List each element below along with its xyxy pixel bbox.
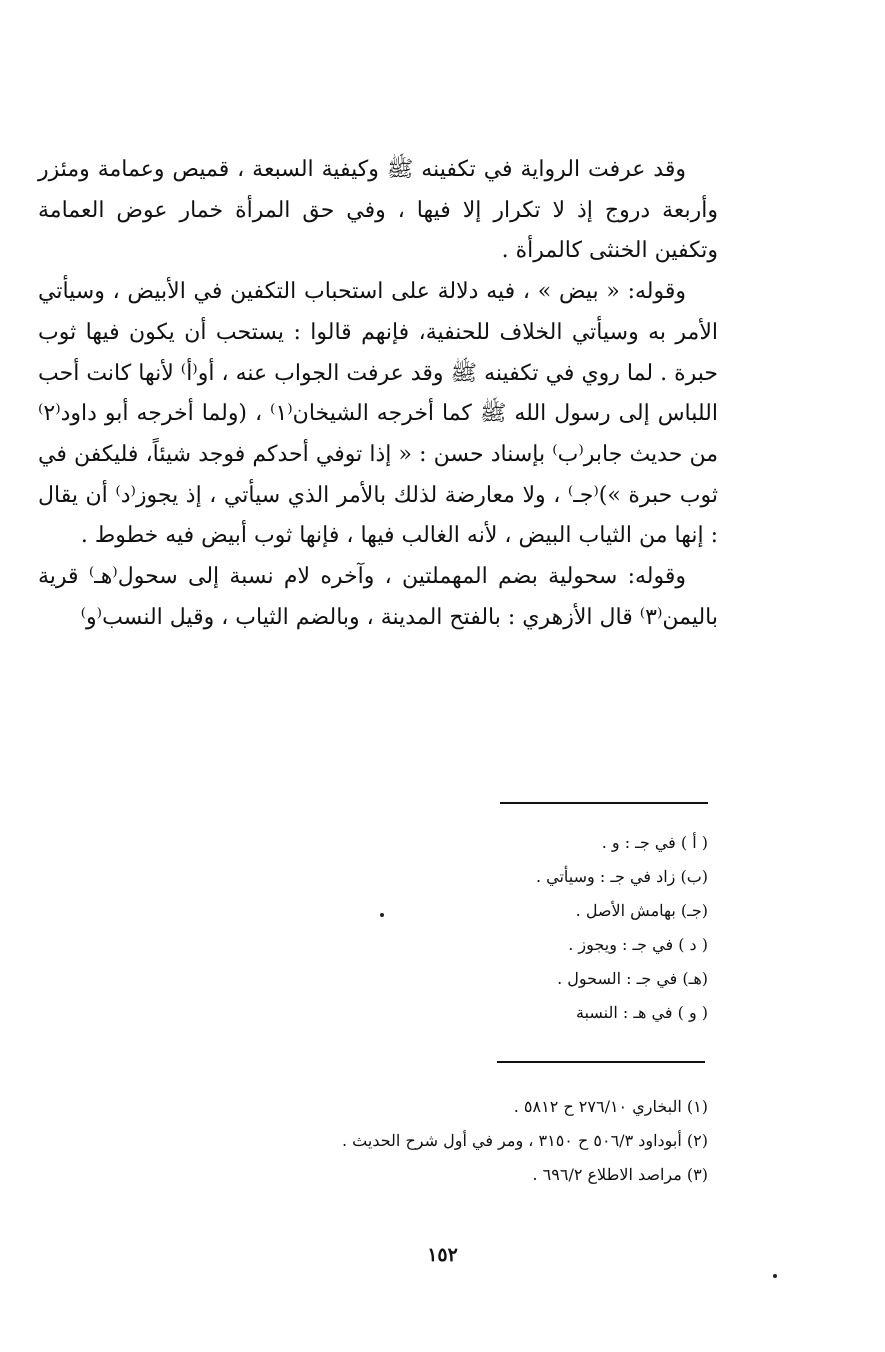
- variant-notes-divider: [500, 802, 708, 804]
- scan-speck: [380, 913, 384, 917]
- paragraph-white-cloth: وقوله: « بيض » ، فيه دلالة على استحباب التكفين في الأبيض ، وسيأتي الأمر به وسيأتي الخلاف للحنفية، فإنهم قالوا : يستحب أن يكون فيها ثوب حبرة . لما روي في تكفينه ﷺ وقد عرفت الجواب عنه ، أو⁽أ⁾ لأنها كانت أحب اللباس إلى رسول الله ﷺ كما أخرجه الشيخان⁽١⁾ ، (ولما أخرجه أبو داود⁽٢⁾ من حديث جابر⁽ب⁾ بإسناد حسن : « إذا توفي أحدكم فوجد شيئاً، فليكفن في ثوب حبرة »)⁽جـ⁾ ، ولا معارضة لذلك بالأمر الذي سيأتي ، إذ يجوز⁽د⁾ أن يقال : إنها من الثياب البيض ، لأنه الغالب فيها ، فإنها ثوب أبيض فيه خطوط .: [38, 279, 718, 549]
- paragraph-shroud-description: وقد عرفت الرواية في تكفينه ﷺ وكيفية السبعة ، قميص وعمامة ومئزر وأربعة دروج إذ لا تكرار إلا فيها ، وفي حق المرأة خمار عوض العمامة وتكفين الخنثى كالمرأة .: [38, 157, 718, 264]
- variant-note: (جـ) بهامش الأصل .: [575, 901, 708, 920]
- variant-notes: [536, 826, 708, 1030]
- page-number: ١٥٢: [427, 1244, 458, 1266]
- footnote: (٣) مراصد الاطلاع ٦٩٦/٢ .: [532, 1165, 708, 1184]
- footnote: (١) البخاري ٢٧٦/١٠ ح ٥٨١٢ .: [513, 1097, 708, 1116]
- variant-note: (ب) زاد في جـ : وسيأتي .: [535, 867, 708, 886]
- variant-note: ( د ) في جـ : ويجوز .: [568, 935, 708, 954]
- paragraph-sahuliya: وقوله: سحولية بضم المهملتين ، وآخره لام نسبة إلى سحول⁽هـ⁾ قرية باليمن⁽٣⁾ قال الأزهري : بالفتح المدينة ، وبالضم الثياب ، وقيل النسب⁽و⁾: [38, 564, 718, 630]
- footnotes-divider: [497, 1061, 705, 1063]
- main-text: [38, 150, 718, 638]
- variant-note: (هـ) في جـ : السحول .: [557, 969, 708, 988]
- variant-note: ( و ) في هـ : النسبة: [575, 1003, 708, 1022]
- scan-speck: [773, 1274, 777, 1278]
- footnote: (٢) أبوداود ٥٠٦/٣ ح ٣١٥٠ ، ومر في أول شرح الحديث .: [341, 1131, 708, 1150]
- variant-note: ( أ ) في جـ : و .: [601, 833, 708, 852]
- footnotes: [342, 1090, 708, 1192]
